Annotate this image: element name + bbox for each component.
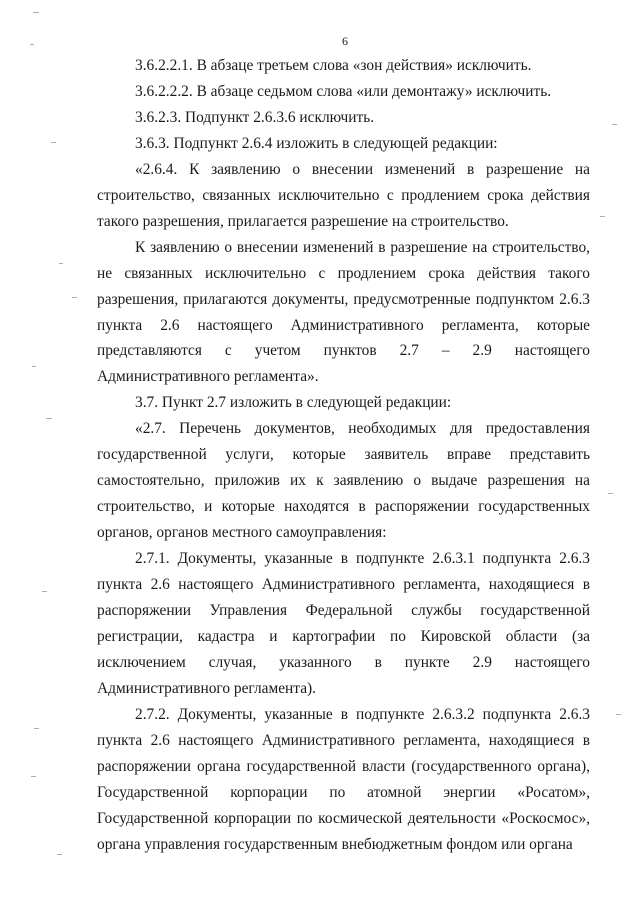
paragraph-3-7: 3.7. Пункт 2.7 изложить в следующей редакции: xyxy=(135,394,452,412)
scan-speck xyxy=(57,854,62,855)
paragraph-2-7: «2.7. Перечень документов, необходимых для предоставления государственной услуги, которые заявитель вправе представить самостоятельно, приложив их к заявлению о выдаче разрешения на строительство, и которые находятся в распоряжении государственных органов, органов местного самоуправления: xyxy=(97,420,590,542)
paragraph-3-6-3: 3.6.3. Подпункт 2.6.4 изложить в следующей редакции: xyxy=(135,134,498,152)
scan-speck xyxy=(31,776,36,777)
document-body xyxy=(97,53,590,858)
scan-speck xyxy=(33,12,39,13)
scan-speck xyxy=(608,493,613,494)
scan-speck xyxy=(72,297,77,298)
paragraph-2-7-1: 2.7.1. Документы, указанные в подпункте 2.6.3.1 подпункта 2.6.3 пункта 2.6 настоящего Административного регламента, находящиеся в распоряжении Управления Федеральной службы государственной регистрации, кадастра и картографии по Кировской области (за исключением случая, указанного в пункте 2.9 настоящего Административного регламента). xyxy=(97,550,590,697)
scan-speck xyxy=(616,714,621,715)
paragraph-3-6-2-2-2: 3.6.2.2.2. В абзаце седьмом слова «или демонтажу» исключить. xyxy=(135,82,552,100)
paragraph-2-6-4: «2.6.4. К заявлению о внесении изменений в разрешение на строительство, связанных исключительно с продлением срока действия такого разрешения, прилагается разрешение на строительство. xyxy=(97,160,590,230)
scan-speck xyxy=(46,418,52,419)
scan-speck xyxy=(34,728,39,729)
paragraph-3-6-2-3: 3.6.2.3. Подпункт 2.6.3.6 исключить. xyxy=(135,108,375,126)
paragraph-3-6-2-2-1: 3.6.2.2.1. В абзаце третьем слова «зон действия» исключить. xyxy=(135,57,532,74)
page-number: 6 xyxy=(342,34,348,48)
scan-speck xyxy=(59,263,63,264)
scan-speck xyxy=(51,142,56,143)
scan-speck xyxy=(32,366,36,367)
paragraph-2-6-4-continued: К заявлению о внесении изменений в разрешение на строительство, не связанных исключительно с продлением срока действия такого разрешения, прилагаются документы, предусмотренные подпунктом 2.6.3 пункта 2.6 настоящего Административного регламента, которые представляются с учетом пунктов 2.7 – 2.9 настоящего Административного регламента». xyxy=(97,238,590,386)
scan-speck xyxy=(600,216,605,217)
scan-speck xyxy=(30,44,34,45)
paragraph-2-7-2: 2.7.2. Документы, указанные в подпункте 2.6.3.2 подпункта 2.6.3 пункта 2.6 настоящего Административного регламента, находящиеся в распоряжении органа государственной власти (государственного органа), Государственной корпорации по атомной энергии «Росатом», Государственной корпорации по космической деятельности «Роскосмос», органа управления государственным внебюджетным фондом или органа xyxy=(97,705,590,853)
scan-speck xyxy=(612,124,617,125)
scan-speck xyxy=(42,591,47,592)
